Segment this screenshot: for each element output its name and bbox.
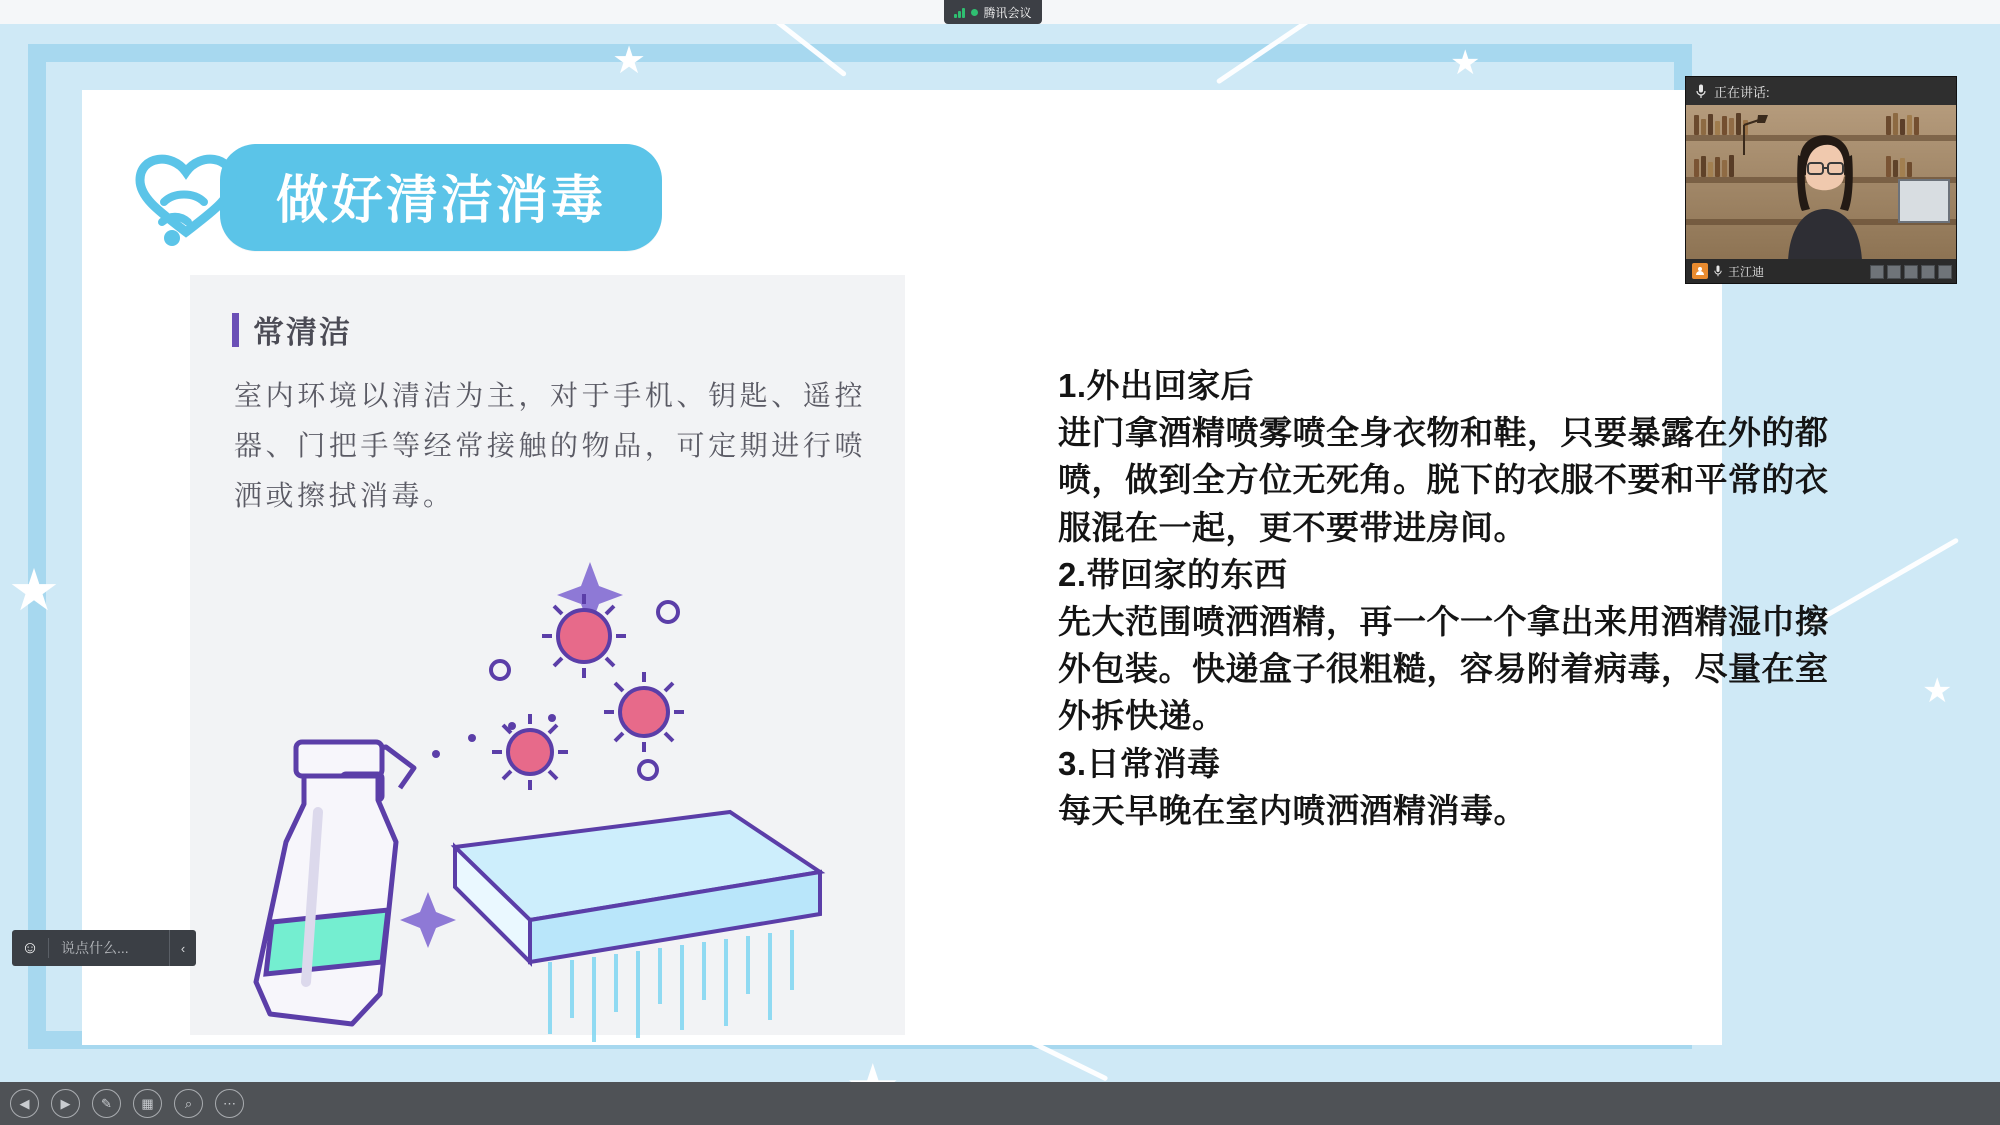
emoji-icon[interactable]: ☺ [21,938,39,957]
note-line: 2.带回家的东西 [1058,555,1288,593]
note-line: 进门拿酒精喷雾喷全身衣物和鞋，只要暴露在外的都喷，做到全方位无死角。脱下的衣服不要和平常的衣服混在一起，更不要带进房间。 [1058,414,1829,546]
decorative-star: ★ [8,558,60,623]
chevron-left-icon[interactable]: ‹ [169,930,196,966]
next-slide-button[interactable]: ▶ [51,1089,80,1118]
recording-status-dot [971,9,978,16]
slide-title-block [128,142,662,252]
note-line: 每天早晚在室内喷洒酒精消毒。 [1058,791,1527,829]
note-line: 先大范围喷洒酒精，再一个一个拿出来用酒精湿巾擦外包装。快递盒子很粗糙，容易附着病毒，尽量在室外拆快递。 [1058,602,1829,735]
signal-bars-icon [954,7,965,18]
decorative-star: ★ [612,40,647,82]
card-body-text: 室内环境以清洁为主，对于手机、钥匙、遥控器、门把手等经常接触的物品，可定期进行喷洒或擦拭消毒。 [234,380,866,511]
heart-wifi-icon [128,142,248,252]
heading-accent-bar [232,313,239,347]
meeting-app-name: 腾讯会议 [983,5,1032,20]
participant-avatar-icon [1692,263,1708,279]
desk-lamp [1738,111,1772,157]
note-line: 3.日常消毒 [1058,744,1221,782]
slide-notes-text [1058,362,1838,834]
participant-name: 王江迪 [1728,264,1765,279]
pip-thumbnail-strip[interactable] [1870,265,1952,279]
decorative-star: ★ [1450,44,1481,82]
annotate-pen-button[interactable]: ✎ [92,1089,121,1118]
video-pip-panel[interactable] [1685,76,1957,284]
chat-input-bar[interactable] [12,930,196,966]
pip-thumbnail[interactable] [1887,265,1901,279]
slide-grid-button[interactable]: ▦ [133,1089,162,1118]
pip-thumbnail[interactable] [1938,265,1952,279]
microphone-small-icon [1714,265,1722,277]
pip-video-feed [1686,105,1956,261]
pip-thumbnail[interactable] [1904,265,1918,279]
pip-status-label: 正在讲话: [1714,84,1770,100]
card-heading: 常清洁 [253,315,352,350]
pip-thumbnail[interactable] [1870,265,1884,279]
presentation-toolbar [0,1082,2000,1125]
decorative-star: ★ [1922,672,1953,710]
card-heading-row [232,307,352,352]
toolbar-icon-group [10,1089,244,1118]
participant-video-figure [1782,119,1868,261]
chat-message-input[interactable]: 说点什么... [61,940,129,956]
pip-thumbnail[interactable] [1921,265,1935,279]
microphone-icon [1696,84,1706,99]
monitor-shape [1898,179,1950,223]
more-options-button[interactable]: ⋯ [215,1089,244,1118]
previous-slide-button[interactable]: ◀ [10,1089,39,1118]
top-bar [0,0,2000,24]
books-row [1886,155,1912,177]
books-row [1694,155,1734,177]
note-line: 1.外出回家后 [1058,367,1255,404]
spray-bottle-illustration [200,542,900,1032]
books-row [1886,113,1919,135]
meeting-status-pill[interactable] [944,0,1042,24]
slide-title: 做好清洁消毒 [220,144,662,251]
pip-status-bar [1686,77,1956,105]
zoom-button[interactable]: ⌕ [174,1089,203,1118]
